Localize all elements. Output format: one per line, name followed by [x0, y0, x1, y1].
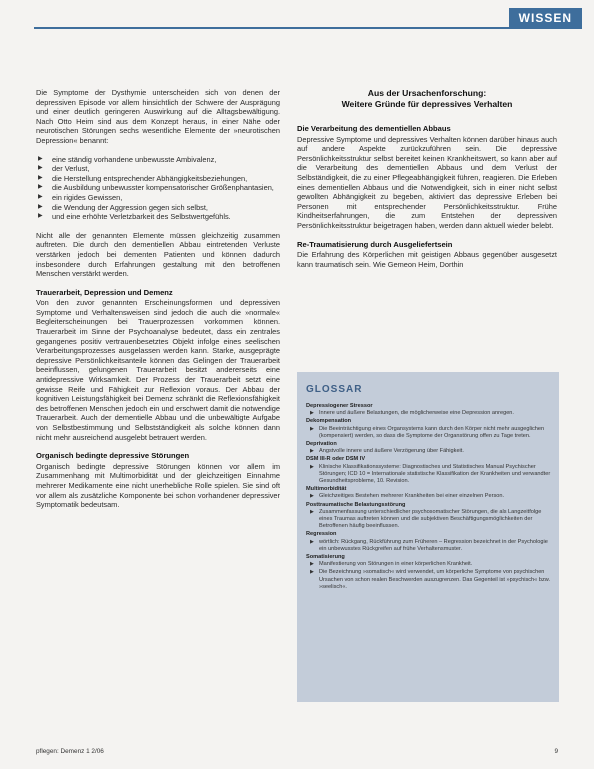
list-item: ▶ die Ausbildung unbewusster kompensatorischer Größenphantasien,	[38, 183, 274, 193]
section-badge: WISSEN	[509, 8, 582, 28]
header-rule	[34, 27, 582, 29]
footer-publication: pflegen: Demenz 1 2/06	[36, 748, 104, 755]
arrow-bullet-icon: ▶	[310, 493, 314, 500]
arrow-bullet-icon: ▶	[38, 155, 43, 162]
right-column	[297, 88, 557, 278]
glossary-entry: Posttraumatische Belastungsstörung ▶ Zusammenfassung unterschiedlicher psychosomatischer Störungen, die als Langzeitfolge eines Traumas auftreten können und die subjektiven Beschäftigungsmöglichkeiten der Betroffenen häufig beeinflussen.	[306, 501, 542, 530]
glossary-entry: Multimorbidität ▶ Gleichzeitiges Bestehen mehrerer Krankheiten bei einer einzelnen Person.	[306, 486, 505, 500]
glossary-box	[297, 372, 559, 702]
section-text-organisch: Organisch bedingte depressive Störungen können vor allem im Zusammenhang mit Multimorbidität und der gleichzeitigen Einnahme mehrerer Medikamente eine nicht unerhebliche Rolle spielen. Sie sind oft vor allem als zusätzliche Komponente bei schon vorhandener depressiver Symptomatik bedeutsam.	[36, 461, 280, 510]
elements-list	[36, 155, 280, 222]
glossary-entry: Somatisierung ▶ Manifestierung von Störungen in einer körperlichen Krankheit. ▶ Die Bezeichnung »somatisch« wird verwendet, um körperliche Symptome von psychischen Ursachen von schon realen Beschwerden auszugrenzen. Das Gegenteil ist »psychisch« bzw. »seelisch«.	[306, 554, 551, 590]
glossary-entry: Dekompensation ▶ Die Beeinträchtigung eines Organsystems kann durch den Körper nicht mehr ausgeglichen (kompensiert) werden, so dass die Symptome der Organstörung offen zu Tage treten.	[306, 418, 545, 439]
section-heading-verarbeitung: Die Verarbeitung des dementiellen Abbaus	[297, 124, 451, 133]
section-heading-trauerarbeit: Trauerarbeit, Depression und Demenz	[36, 287, 173, 297]
arrow-bullet-icon: ▶	[310, 448, 314, 455]
arrow-bullet-icon: ▶	[310, 463, 314, 470]
arrow-bullet-icon: ▶	[310, 410, 314, 417]
arrow-bullet-icon: ▶	[310, 569, 314, 576]
list-item: ▶ und eine erhöhte Verletzbarkeit des Selbstwertgefühls.	[38, 212, 231, 222]
left-column	[36, 88, 280, 519]
arrow-bullet-icon: ▶	[310, 425, 314, 432]
arrow-bullet-icon: ▶	[310, 561, 314, 568]
section-text-retraumatisierung: Die Erfahrung des Körperlichen mit geistigen Abbaus gegenüber ausgesetzt kann traumatisch sein. Wie Gemeon Heim, Dorthin	[297, 250, 557, 269]
glossary-entry: Deprivation ▶ Angstvolle innere und äußere Verzögerung über Fähigkeit.	[306, 441, 464, 455]
list-item: ▶ eine ständig vorhandene unbewusste Ambivalenz,	[38, 154, 217, 164]
glossary-title: GLOSSAR	[306, 384, 363, 395]
arrow-bullet-icon: ▶	[38, 193, 43, 200]
paragraph-2: Nicht alle der genannten Elemente müssen gleichzeitig zusammen auftreten. Die durch den dementiellen Abbau eintretenden Verluste verstärken jedoch bei dementen Patienten und können dadurch insbesondere durch Erfahrungen gestaltung mit den betroffenen Menschen verstärkt werden.	[36, 230, 280, 279]
list-item: ▶ ein rigides Gewissen,	[38, 192, 123, 202]
arrow-bullet-icon: ▶	[38, 213, 43, 220]
list-item: ▶ der Verlust,	[38, 164, 90, 174]
arrow-bullet-icon: ▶	[38, 165, 43, 172]
list-item: ▶ die Wendung der Aggression gegen sich selbst,	[38, 202, 208, 212]
arrow-bullet-icon: ▶	[310, 508, 314, 515]
glossary-entry: DSM III-R oder DSM IV ▶ Klinische Klassifikationssysteme: Diagnostisches und Statistisches Manual Psychischer Störungen; ICD 10 = Internationale statistische Klassifikation der Krankheiten und verwandter Gesundheitsprobleme, 10. Revision.	[306, 456, 551, 485]
section-heading-retraumatisierung: Re-Traumatisierung durch Ausgeliefertsein	[297, 239, 453, 249]
intro-paragraph: Die Symptome der Dysthymie unterscheiden sich von denen der depressiven Episode vor allem hinsichtlich der Schwere der Ausprägung und einer deutlich geringeren Auswirkung auf die Alltagsbewältigung. Nach Otto Heim sind aus dem Konzept heraus, in einer Nähe oder neurotischen Störungen sechs wesentliche Elemente der »neurotischen Depression« benannt:	[36, 88, 280, 145]
arrow-bullet-icon: ▶	[38, 184, 43, 191]
arrow-bullet-icon: ▶	[38, 174, 43, 181]
section-text-verarbeitung: Depressive Symptome und depressives Verhalten können darüber hinaus auch auf andere Aspekte zurückzuführen sein. Die depressive Persönlichkeitsstruktur selbst bereitet keinen Krankheitswert, so kann aber auf die Verarbeitung des dementiellen Abbaus und dem Verlust der Selbständigkeit, die zu einer Pflegeabhängigkeit führen, reagieren. Die Erleben eines dementiellen Abbaus und die Notwendigkeit, sich in einer nicht selbst gewollten Abhängigkeit zu begeben, aktiviert das depressive Erleben bei Personen mit entsprechender Persönlichkeitsstruktur. Frühe Kindheitserfahrungen, die zum Entstehen der depressiven Persönlichkeitsstruktur beigetragen haben, werden dann aktuell wieder belebt.	[297, 134, 557, 230]
article-title: Aus der Ursachenforschung: Weitere Gründe für depressives Verhalten	[341, 88, 513, 109]
section-text-trauerarbeit: Von den zuvor genannten Erscheinungsformen und depressiven Symptome und Verhaltensweisen sind jedoch die auch die »normale« Begleiterscheinungen bei Trauerprozessen vorkommen können. Trauerarbeit im Sinne der Psychoanalyse bedeutet, dass ein zentrales gegangenes positiv vertrauenbesetztes Objekt infolge eines seelischen Verarbeitungsprozesses ausgelassen werden kann. Starke, ausgeprägte depressive Persönlichkeitsanteile können das Gelingen der Trauerarbeit beeinflussen, gelungenen Trauerarbeit besitzt andererseits eine antidepressive Wirksamkeit. Der Prozess der Trauerarbeit setzt eine gewisse Reife und Fähigkeit zur Reflexion voraus. Der Abbau der kognitiven Leistungsfähigkeit bei Demenz schränkt die Reflexionsfähigkeit des betroffenen Menschen jedoch ein und erschwert damit die notwendige Trauerarbeit. Auch der dementielle Abbau und die unbewältigte Aufgabe von Selbstbestimmung und Selbstständigkeit als solche können dann nicht mehr ausreichend ausgelebt betrauert werden.	[36, 298, 280, 442]
glossary-entry: Regression ▶ wörtlich: Rückgang, Rückführung zum Früheren – Regression bezeichnet in der Psychologie ein unbewusstes Rückgreifen auf frühe Verhaltensmuster.	[306, 531, 548, 552]
section-heading-organisch: Organisch bedingte depressive Störungen	[36, 451, 190, 461]
arrow-bullet-icon: ▶	[310, 538, 314, 545]
page-number: 9	[554, 748, 558, 755]
arrow-bullet-icon: ▶	[38, 203, 43, 210]
glossary-entry: Depressiogener Stressor ▶ Innere und äußere Belastungen, die möglicherweise eine Depression anregen.	[306, 403, 514, 417]
list-item: ▶ die Herstellung entsprechender Abhängigkeitsbeziehungen,	[38, 173, 248, 183]
